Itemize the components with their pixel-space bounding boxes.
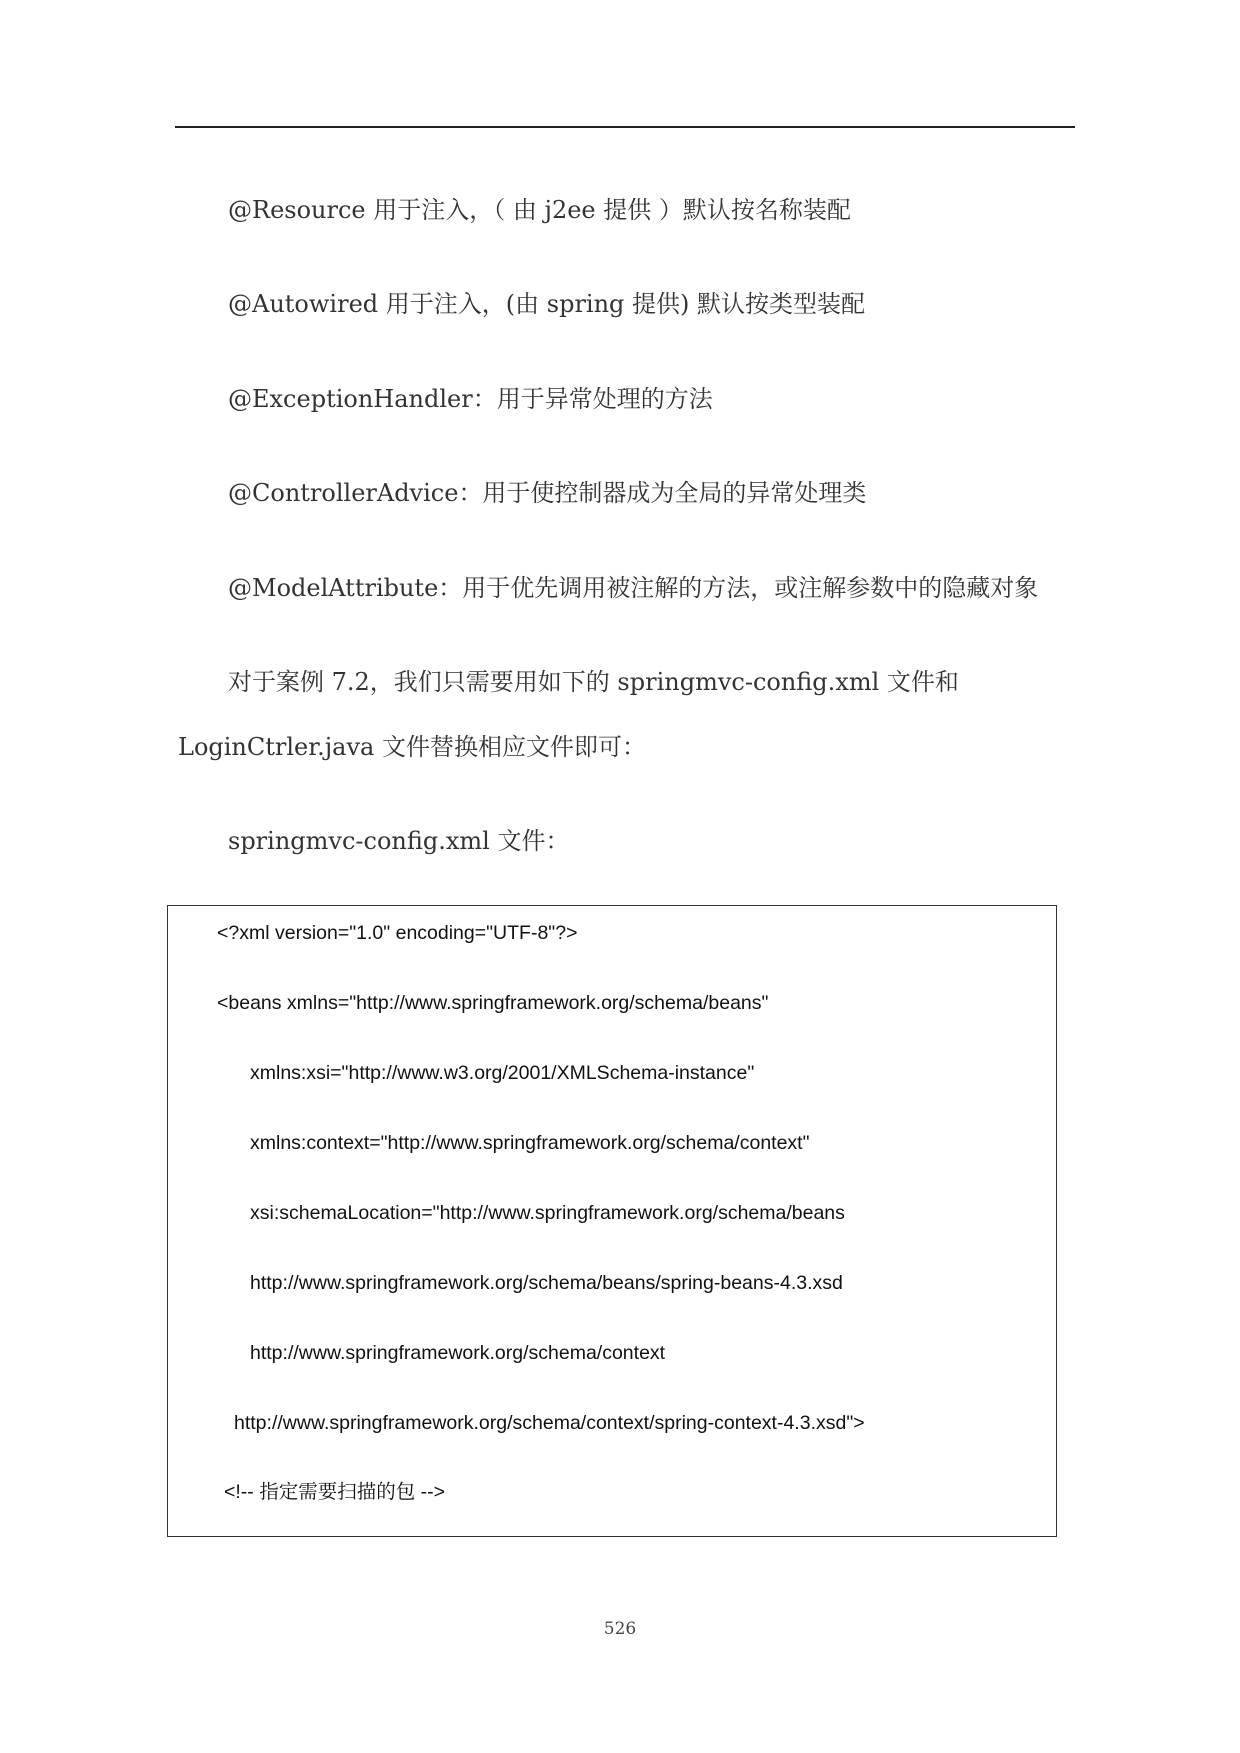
code-line: http://www.springframework.org/schema/context/spring-context-4.3.xsd"> <box>234 1412 865 1434</box>
paragraph-autowired: @Autowired 用于注入，(由 spring 提供) 默认按类型装配 <box>228 290 866 318</box>
paragraph-case-line2: LoginCtrler.java 文件替换相应文件即可： <box>178 733 646 761</box>
header-rule <box>175 126 1075 128</box>
code-listing-box <box>167 905 1057 1537</box>
code-line: http://www.springframework.org/schema/context <box>250 1342 666 1364</box>
code-line: http://www.springframework.org/schema/beans/spring-beans-4.3.xsd <box>250 1272 843 1294</box>
paragraph-config-label: springmvc-config.xml 文件： <box>228 827 570 855</box>
code-line: <?xml version="1.0" encoding="UTF-8"?> <box>217 922 578 944</box>
code-comment-line: <!-- 指定需要扫描的包 --> <box>224 1481 446 1503</box>
page-number: 526 <box>603 1619 637 1639</box>
code-line: xsi:schemaLocation="http://www.springframework.org/schema/beans <box>250 1202 845 1224</box>
paragraph-model-attribute: @ModelAttribute：用于优先调用被注解的方法，或注解参数中的隐藏对象 <box>228 574 1039 602</box>
paragraph-exception-handler: @ExceptionHandler：用于异常处理的方法 <box>228 385 713 413</box>
code-line: xmlns:context="http://www.springframework.org/schema/context" <box>250 1132 810 1154</box>
paragraph-resource: @Resource 用于注入，（ 由 j2ee 提供 ）默认按名称装配 <box>228 196 851 224</box>
paragraph-controller-advice: @ControllerAdvice：用于使控制器成为全局的异常处理类 <box>228 479 867 507</box>
code-line: xmlns:xsi="http://www.w3.org/2001/XMLSchema-instance" <box>250 1062 755 1084</box>
paragraph-case-line1: 对于案例 7.2，我们只需要用如下的 springmvc-config.xml 文件和 <box>228 668 959 696</box>
code-line: <beans xmlns="http://www.springframework.org/schema/beans" <box>217 992 769 1014</box>
